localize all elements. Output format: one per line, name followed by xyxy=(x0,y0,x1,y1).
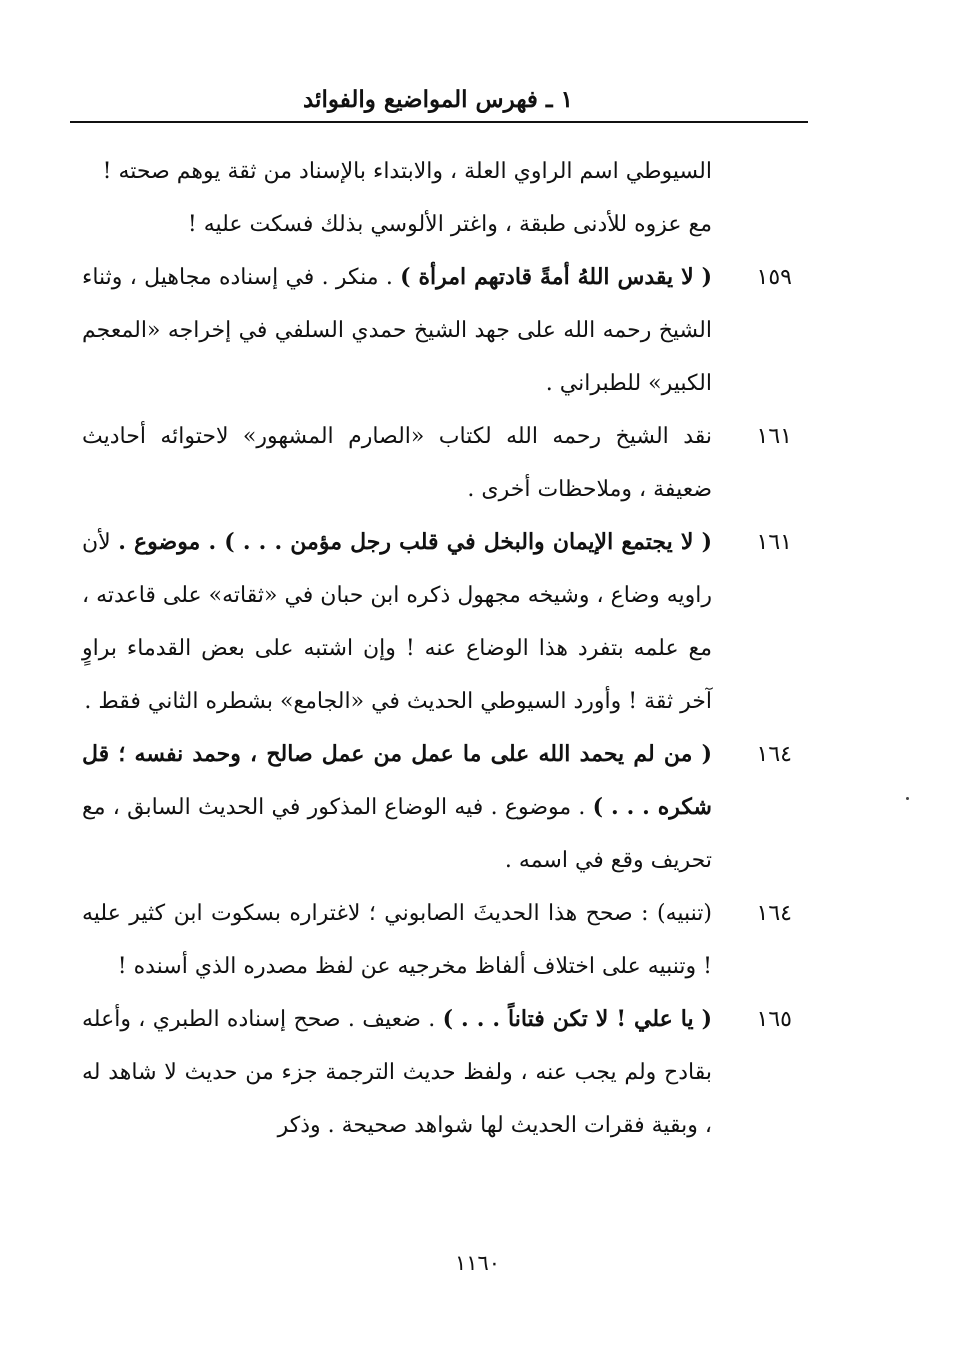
index-entry xyxy=(82,251,792,410)
index-entry xyxy=(82,993,792,1152)
index-content xyxy=(82,145,792,1152)
index-entry xyxy=(82,410,792,516)
hadith-text: ( لا يقدس اللهُ أمةً قادتهم امرأة ) xyxy=(400,264,712,290)
continuation-text: السيوطي اسم الراوي العلة ، والابتداء بالإسناد من ثقة يوهم صحته ! مع عزوه للأدنى طبقة ، واغتر الألوسي بذلك فسكت عليه ! xyxy=(102,159,712,237)
entry-text xyxy=(82,993,712,1152)
entry-commentary: . منكر . في إسناده مجاهيل ، وثناء الشيخ رحمه الله على جهد الشيخ حمدي السلفي في إخراجه «المعجم الكبير» للطبراني . xyxy=(82,265,712,396)
entry-text xyxy=(82,887,712,993)
index-entry xyxy=(82,516,792,728)
entry-text xyxy=(82,251,712,410)
running-header: ١ ـ فهرس المواضيع والفوائد xyxy=(302,86,574,113)
entry-page-number: ١٦٤ xyxy=(756,742,792,767)
scan-speck xyxy=(906,797,909,800)
entry-page-number: ١٥٩ xyxy=(756,265,792,290)
entry-commentary: لأن راويه وضاع ، وشيخه مجهول ذكره ابن حبان في «ثقاته» على قاعدته ، مع علمه بتفرد هذا الوضاع عنه ! وإن اشتبه على بعض القدماء براوٍ آخر ثقة ! وأورد السيوطي الحديث في «الجامع» بشطره الثاني فقط . xyxy=(82,530,712,714)
entry-text xyxy=(82,516,712,728)
header-rule xyxy=(70,121,808,123)
entry-page-number: ١٦١ xyxy=(756,424,792,449)
entry-page-number: ١٦١ xyxy=(756,530,792,555)
entry-page-number: ١٦٥ xyxy=(756,1007,792,1032)
entry-text xyxy=(82,728,712,887)
entry-text xyxy=(82,410,712,516)
page-number: ١١٦٠ xyxy=(454,1251,501,1275)
hadith-text: ( يا علي ! لا تكن فتاناً . . . ) xyxy=(442,1006,712,1032)
entry-commentary: . موضوع . فيه الوضاع المذكور في الحديث السابق ، مع تحريف وقع في اسمه . xyxy=(82,795,712,873)
entry-commentary: (تنبيه) : صحح هذا الحديثَ الصابوني ؛ لاغتراره بسكوت ابن كثير عليه ! وتنبيه على اختلاف ألفاظ مخرجيه عن لفظ مصدره الذي أسنده ! xyxy=(82,901,712,979)
entry-commentary: نقد الشيخ رحمه الله لكتاب «الصارم المشهور» لاحتوائه أحاديث ضعيفة ، وملاحظات أخرى . xyxy=(82,424,712,502)
index-entry xyxy=(82,728,792,887)
entry-page-number: ١٦٤ xyxy=(756,901,792,926)
entry-commentary: . ضعيف . صحح إسناده الطبري ، وأعله بقادح ولم يجب عنه ، ولفظ حديث الترجمة جزء من حديث لا شاهد له ، وبقية فقرات الحديث لها شواهد صحيحة . وذكر xyxy=(82,1007,712,1138)
hadith-text: ( من لم يحمد الله على ما عمل من عمل صالح ، وحمد نفسه ؛ قل شكره . . . ) xyxy=(82,741,712,820)
index-entry xyxy=(82,887,792,993)
hadith-text: ( لا يجتمع الإيمان والبخل في قلب رجل مؤمن . . . ) . موضوع . xyxy=(118,529,712,555)
